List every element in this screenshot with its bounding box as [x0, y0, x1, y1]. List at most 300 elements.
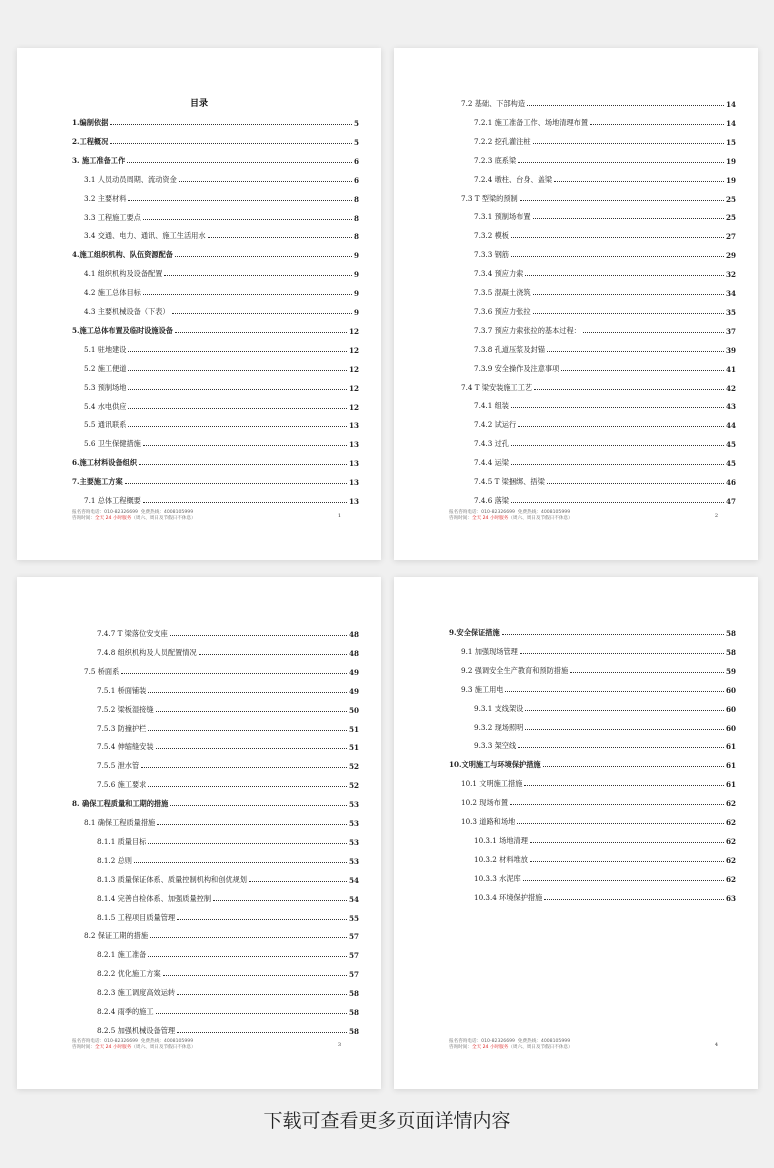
toc-leader-dots	[502, 634, 724, 635]
toc-leader-dots	[128, 389, 347, 390]
toc-entry-page: 53	[348, 800, 359, 810]
toc-leader-dots	[163, 975, 347, 976]
toc-entry[interactable]	[474, 305, 736, 317]
toc-leader-dots	[511, 256, 724, 257]
toc-entry-page: 54	[348, 875, 359, 885]
toc-entry-page: 9	[353, 251, 359, 261]
toc-entry-page: 52	[348, 762, 359, 772]
toc-entry-page: 60	[725, 723, 736, 733]
toc-entry-page: 50	[348, 705, 359, 715]
toc-entry[interactable]	[474, 853, 736, 865]
toc-entry-title: 7.3.9 安全操作及注意事项	[474, 363, 560, 373]
toc-entry-page: 13	[348, 497, 359, 506]
toc-leader-dots	[543, 766, 724, 767]
page-footer: 报名咨询电话：010-82326699 免费热线：4008105999 咨询时间：全天 24 小时服务（周六、周日及节假日不休息） 2	[449, 510, 718, 521]
toc-entry[interactable]	[97, 703, 359, 715]
toc-entry-page: 53	[348, 837, 359, 847]
toc-entry-page: 62	[725, 874, 736, 884]
toc-title: 目录	[189, 99, 208, 109]
toc-entry-page: 19	[725, 175, 736, 185]
toc-leader-dots	[128, 200, 352, 201]
toc-leader-dots	[143, 445, 347, 446]
toc-leader-dots	[172, 313, 352, 314]
toc-entry-page: 6	[353, 175, 359, 185]
toc-entry-title: 8. 确保工程质量和工期的措施	[72, 799, 169, 809]
page-number: 2	[714, 513, 718, 519]
toc-entry-title: 7.4.4 运梁	[474, 458, 509, 468]
toc-entry[interactable]	[461, 777, 736, 789]
toc-entry-title: 5.2 施工便道	[84, 363, 127, 373]
toc-leader-dots	[525, 710, 724, 711]
toc-leader-dots	[525, 275, 724, 276]
toc-entry-page: 25	[725, 194, 736, 204]
toc-leader-dots	[121, 673, 347, 674]
toc-entry[interactable]	[97, 986, 359, 998]
toc-entry-title: 7.4.2 试运行	[474, 420, 517, 430]
toc-entry-title: 9.3 施工用电	[461, 684, 504, 694]
toc-entry-title: 9.安全保证措施	[449, 628, 500, 637]
toc-entry-page: 60	[725, 685, 736, 695]
toc-entry[interactable]	[84, 173, 359, 185]
toc-entry-page: 59	[725, 666, 736, 676]
toc-entry-title: 7.4.3 过孔	[474, 439, 509, 449]
toc-entry-title: 7.3.4 预应力索	[474, 269, 524, 279]
toc-leader-dots	[570, 672, 724, 673]
toc-entry[interactable]	[97, 1024, 359, 1036]
toc-entry[interactable]	[461, 381, 736, 393]
toc-leader-dots	[590, 124, 724, 125]
toc-entry[interactable]	[97, 911, 359, 923]
toc-leader-dots	[544, 899, 724, 900]
toc-leader-dots	[530, 861, 724, 862]
toc-leader-dots	[150, 937, 347, 938]
toc-entry-page: 13	[348, 440, 359, 450]
toc-leader-dots	[156, 748, 347, 749]
toc-entry[interactable]	[449, 758, 736, 770]
toc-entry[interactable]	[97, 778, 359, 790]
toc-leader-dots	[128, 351, 347, 352]
toc-entry[interactable]	[84, 286, 359, 298]
toc-entry[interactable]	[84, 343, 359, 355]
toc-leader-dots	[561, 370, 724, 371]
toc-entry-page: 49	[348, 667, 359, 677]
toc-leader-dots	[511, 407, 724, 408]
toc-entry[interactable]	[97, 854, 359, 866]
toc-entry[interactable]	[474, 494, 736, 506]
toc-entry[interactable]	[84, 665, 359, 677]
toc-entry-title: 4.1 组织机构及设备配置	[84, 269, 163, 279]
toc-leader-dots	[511, 464, 724, 465]
document-page-4	[394, 577, 758, 1089]
toc-entry[interactable]	[72, 324, 359, 336]
toc-entry[interactable]	[72, 797, 359, 809]
toc-entry[interactable]	[474, 739, 736, 751]
toc-leader-dots	[525, 729, 724, 730]
toc-entry-title: 9.1 加强现场管理	[461, 646, 518, 656]
toc-entry-page: 45	[725, 459, 736, 469]
toc-leader-dots	[170, 635, 347, 636]
page-footer: 报名咨询电话：010-82326699 免费热线：4008105999 咨询时间：全天 24 小时服务（周六、周日及节假日不休息） 4	[449, 1039, 718, 1050]
toc-leader-dots	[143, 294, 352, 295]
toc-entry-page: 51	[348, 743, 359, 753]
toc-entry[interactable]	[84, 437, 359, 449]
page-number: 3	[337, 1042, 341, 1048]
toc-entry-title: 4.3 主要机械设备（下表）	[84, 307, 170, 316]
toc-entry[interactable]	[84, 816, 359, 828]
toc-entry-page: 13	[348, 459, 359, 469]
toc-entry-title: 7.2 基础、下部构造	[461, 99, 526, 108]
toc-entry-title: 3.3 工程施工要点	[84, 212, 141, 222]
toc-entry[interactable]	[84, 494, 359, 506]
toc-entry-title: 7.5.1 桥面铺装	[97, 685, 147, 695]
toc-entry-page: 62	[725, 818, 736, 827]
toc-entry[interactable]	[72, 475, 359, 487]
toc-entry-title: 7.5.5 泄水管	[97, 761, 140, 771]
toc-entry[interactable]	[97, 948, 359, 960]
toc-leader-dots	[511, 237, 724, 238]
toc-leader-dots	[534, 389, 724, 390]
toc-entry-page: 9	[353, 289, 359, 299]
toc-entry[interactable]	[84, 929, 359, 941]
toc-leader-dots	[128, 426, 347, 427]
toc-leader-dots	[524, 785, 724, 786]
toc-entry-title: 10.文明施工与环境保护措施	[449, 760, 541, 770]
toc-entry-title: 7.3.8 孔道压浆及封锚	[474, 344, 545, 354]
toc-entry-title: 4.施工组织机构、队伍资源配备	[72, 250, 173, 260]
toc-entry-page: 12	[348, 326, 359, 336]
download-caption: 下载可查看更多页面详情内容	[263, 1110, 511, 1132]
toc-leader-dots	[177, 994, 347, 995]
toc-entry[interactable]	[97, 759, 359, 771]
toc-entry[interactable]	[474, 248, 736, 260]
toc-leader-dots	[511, 502, 724, 503]
toc-entry-title: 7.3.7 预应力索张拉的基本过程：	[474, 325, 581, 335]
toc-leader-dots	[170, 805, 347, 806]
toc-leader-dots	[518, 162, 724, 163]
toc-entry-page: 12	[348, 364, 359, 374]
toc-leader-dots	[110, 143, 352, 144]
toc-entry-title: 7.4 T 梁安装施工工艺	[461, 382, 533, 392]
toc-leader-dots	[554, 181, 724, 182]
toc-entry[interactable]	[72, 456, 359, 468]
toc-entry[interactable]	[84, 362, 359, 374]
toc-leader-dots	[156, 711, 347, 712]
toc-entry[interactable]	[474, 891, 736, 903]
toc-entry-page: 14	[725, 118, 736, 128]
toc-leader-dots	[156, 1013, 347, 1014]
toc-entry[interactable]	[97, 835, 359, 847]
document-page-1	[17, 48, 381, 560]
toc-entry-page: 51	[348, 724, 359, 734]
toc-entry[interactable]	[474, 872, 736, 884]
toc-entry-page: 37	[725, 326, 736, 336]
toc-entry-page: 53	[348, 856, 359, 866]
toc-entry-title: 8.1.3 质量保证体系、质量控制机构和创优规划	[97, 874, 247, 884]
toc-entry[interactable]	[97, 892, 359, 904]
toc-entry-page: 5	[353, 137, 359, 147]
toc-entry[interactable]	[474, 834, 736, 846]
toc-leader-dots	[520, 653, 724, 654]
toc-entry-title: 7.5.4 伸缩缝安装	[97, 742, 154, 752]
toc-leader-dots	[547, 483, 724, 484]
document-page-2	[394, 48, 758, 560]
toc-leader-dots	[128, 370, 347, 371]
toc-entry-page: 34	[725, 289, 736, 298]
toc-leader-dots	[175, 332, 347, 333]
toc-entry[interactable]	[474, 362, 736, 374]
toc-leader-dots	[249, 881, 347, 882]
toc-entry-title: 7.2.1 施工准备工作、场地清理布置	[474, 117, 589, 127]
toc-entry-title: 10.3 道路和场地	[461, 817, 516, 826]
toc-leader-dots	[517, 823, 724, 824]
toc-entry-page: 49	[348, 686, 359, 696]
toc-entry-title: 7.3.6 预应力张拉	[474, 306, 531, 316]
toc-entry-title: 7.4.1 组装	[474, 401, 509, 411]
toc-entry-page: 5	[353, 119, 359, 128]
toc-entry-title: 5.4 水电供应	[84, 401, 127, 411]
toc-entry[interactable]	[461, 97, 736, 109]
toc-entry[interactable]	[461, 815, 736, 827]
toc-entry[interactable]	[474, 286, 736, 298]
toc-entry-page: 58	[348, 989, 359, 999]
toc-leader-dots	[520, 200, 724, 201]
toc-leader-dots	[179, 181, 352, 182]
toc-entry-page: 12	[348, 402, 359, 412]
toc-entry-page: 25	[725, 213, 736, 223]
toc-entry-title: 9.3.2 现场照明	[474, 722, 524, 732]
toc-entry[interactable]	[84, 305, 359, 317]
toc-entry[interactable]	[461, 796, 736, 808]
toc-entry[interactable]	[461, 664, 736, 676]
toc-entry-page: 35	[725, 307, 736, 317]
toc-entry-title: 7.2.2 挖孔灌注桩	[474, 136, 531, 146]
toc-entry[interactable]	[474, 721, 736, 733]
toc-entry-title: 3.2 主要材料	[84, 193, 127, 203]
toc-leader-dots	[148, 730, 347, 731]
toc-leader-dots	[139, 464, 347, 465]
toc-leader-dots	[148, 956, 347, 957]
toc-entry-title: 5.5 通讯联系	[84, 420, 127, 430]
toc-entry[interactable]	[474, 210, 736, 222]
toc-entry-title: 7.3.2 模板	[474, 231, 509, 241]
toc-leader-dots	[505, 691, 724, 692]
toc-entry-title: 1.编制依据	[72, 118, 109, 127]
toc-entry-page: 53	[348, 819, 359, 828]
toc-entry-title: 7.5.6 施工要求	[97, 780, 147, 790]
toc-entry[interactable]	[97, 722, 359, 734]
toc-entry-page: 58	[348, 1026, 359, 1036]
toc-leader-dots	[518, 426, 724, 427]
toc-entry-title: 9.2 强调安全生产教育和预防措施	[461, 665, 569, 675]
toc-entry-page: 44	[725, 421, 736, 431]
toc-entry-title: 7.4.8 组织机构及人员配置情况	[97, 647, 197, 657]
toc-entry-page: 61	[725, 761, 736, 771]
toc-entry-page: 12	[348, 383, 359, 393]
toc-entry-title: 9.3.3 架空线	[474, 741, 517, 751]
toc-entry-page: 9	[353, 270, 359, 280]
toc-entry-page: 45	[725, 440, 736, 450]
toc-entry[interactable]	[97, 627, 359, 639]
toc-entry-page: 9	[353, 308, 359, 317]
toc-leader-dots	[213, 900, 347, 901]
toc-entry-title: 4.2 施工总体目标	[84, 288, 141, 298]
toc-entry-title: 7.4.6 落梁	[474, 495, 509, 505]
toc-entry[interactable]	[474, 267, 736, 279]
toc-entry-title: 8.2.5 加强机械设备管理	[97, 1025, 176, 1035]
document-page-3	[17, 577, 381, 1089]
toc-entry[interactable]	[72, 248, 359, 260]
toc-entry[interactable]	[474, 475, 736, 487]
toc-entry[interactable]	[461, 645, 736, 657]
toc-entry-title: 5.1 驻地建设	[84, 344, 127, 354]
toc-leader-dots	[128, 408, 347, 409]
toc-entry[interactable]	[474, 324, 736, 336]
toc-entry-page: 8	[353, 213, 359, 223]
toc-entry[interactable]	[461, 192, 736, 204]
toc-entry-title: 9.3.1 支线架设	[474, 703, 524, 713]
toc-entry-title: 10.3.4 环境保护措施	[474, 892, 543, 902]
toc-entry-page: 29	[725, 251, 736, 261]
toc-entry[interactable]	[474, 343, 736, 355]
toc-entry-title: 10.3.2 材料堆放	[474, 854, 528, 864]
toc-entry-page: 12	[348, 345, 359, 355]
toc-entry[interactable]	[84, 418, 359, 430]
toc-entry-title: 8.1 确保工程质量措施	[84, 818, 156, 827]
toc-entry-title: 10.2 现场布置	[461, 798, 509, 808]
toc-entry-title: 10.3.3 水泥库	[474, 873, 521, 883]
toc-entry-page: 32	[725, 270, 736, 280]
toc-entry[interactable]	[84, 267, 359, 279]
toc-entry[interactable]	[474, 135, 736, 147]
toc-entry[interactable]	[474, 418, 736, 430]
toc-entry-title: 8.1.2 总则	[97, 855, 132, 865]
toc-entry[interactable]	[97, 646, 359, 658]
toc-entry-title: 8.2.3 施工调度高效运转	[97, 988, 176, 998]
toc-leader-dots	[199, 654, 347, 655]
toc-entry[interactable]	[461, 683, 736, 695]
toc-entry-title: 7.1 总体工程概要	[84, 496, 141, 505]
toc-entry-title: 7.3.3 钢筋	[474, 250, 509, 260]
toc-entry-title: 8.1.1 质量目标	[97, 836, 147, 846]
toc-entry-page: 8	[353, 232, 359, 242]
toc-entry-title: 7.4.5 T 梁捆绑、捂梁	[474, 477, 545, 486]
toc-entry-page: 6	[353, 156, 359, 166]
toc-entry-page: 48	[348, 630, 359, 639]
toc-entry-title: 7.3 T 型梁的预制	[461, 193, 518, 203]
toc-leader-dots	[583, 332, 724, 333]
toc-leader-dots	[110, 124, 352, 125]
toc-leader-dots	[143, 502, 347, 503]
toc-leader-dots	[533, 294, 724, 295]
toc-entry[interactable]	[97, 967, 359, 979]
toc-entry-page: 19	[725, 156, 736, 166]
toc-leader-dots	[127, 162, 352, 163]
toc-entry[interactable]	[97, 1005, 359, 1017]
toc-leader-dots	[533, 218, 724, 219]
toc-entry-title: 8.1.5 工程项目质量管理	[97, 912, 176, 922]
toc-leader-dots	[177, 1032, 347, 1033]
toc-entry-page: 8	[353, 194, 359, 204]
toc-entry-page: 42	[725, 383, 736, 393]
toc-entry[interactable]	[72, 135, 359, 147]
toc-entry[interactable]	[474, 702, 736, 714]
toc-leader-dots	[530, 842, 724, 843]
toc-entry-page: 54	[348, 894, 359, 904]
page-number: 1	[337, 513, 341, 519]
toc-leader-dots	[143, 219, 352, 220]
toc-entry-page: 62	[725, 855, 736, 865]
toc-entry-title: 8.2 保证工期的措施	[84, 931, 149, 941]
toc-leader-dots	[175, 256, 352, 257]
toc-leader-dots	[533, 313, 724, 314]
toc-entry-title: 7.3.1 预制场布置	[474, 212, 531, 222]
toc-entry-title: 5.6 卫生保健措施	[84, 439, 141, 449]
toc-entry[interactable]	[97, 684, 359, 696]
toc-entry[interactable]	[72, 116, 359, 128]
toc-entry-page: 63	[725, 893, 736, 903]
toc-entry-page: 57	[348, 970, 359, 980]
toc-entry[interactable]	[474, 154, 736, 166]
toc-entry-title: 2.工程概况	[72, 136, 109, 146]
toc-entry[interactable]	[474, 437, 736, 449]
toc-leader-dots	[208, 237, 352, 238]
toc-entry-title: 7.5 桥面系	[84, 666, 120, 676]
toc-entry[interactable]	[97, 873, 359, 885]
toc-entry[interactable]	[84, 400, 359, 412]
toc-entry[interactable]	[84, 192, 359, 204]
toc-entry[interactable]	[449, 626, 736, 638]
toc-entry-page: 15	[725, 137, 736, 147]
toc-entry-title: 7.2.3 底系梁	[474, 155, 517, 165]
toc-entry[interactable]	[474, 116, 736, 128]
toc-leader-dots	[527, 105, 724, 106]
toc-entry[interactable]	[474, 173, 736, 185]
toc-entry-title: 6.施工材料设备组织	[72, 458, 138, 468]
toc-entry[interactable]	[84, 381, 359, 393]
toc-entry-page: 39	[725, 345, 736, 355]
toc-entry-title: 10.3.1 场地清理	[474, 835, 528, 845]
toc-entry-title: 8.2.4 雨季的施工	[97, 1007, 154, 1016]
toc-entry[interactable]	[474, 456, 736, 468]
toc-leader-dots	[510, 804, 724, 805]
toc-entry-page: 58	[725, 647, 736, 657]
toc-entry-title: 7.3.5 混凝土浇筑	[474, 288, 531, 297]
toc-entry-page: 47	[725, 496, 736, 506]
toc-entry-title: 7.4.7 T 梁落位安支座	[97, 629, 168, 638]
toc-entry-title: 7.5.3 防撞护栏	[97, 723, 147, 733]
toc-entry-title: 7.主要施工方案	[72, 477, 123, 487]
toc-entry[interactable]	[84, 229, 359, 241]
toc-entry-page: 27	[725, 232, 736, 242]
toc-entry-page: 58	[348, 1008, 359, 1017]
toc-entry[interactable]	[474, 229, 736, 241]
toc-entry[interactable]	[474, 399, 736, 411]
toc-entry-page: 57	[348, 951, 359, 961]
toc-leader-dots	[148, 843, 347, 844]
toc-entry[interactable]	[97, 740, 359, 752]
toc-entry-page: 52	[348, 781, 359, 791]
toc-entry-page: 57	[348, 932, 359, 942]
toc-entry[interactable]	[84, 211, 359, 223]
toc-entry-title: 3.1 人员动员周期、流动资金	[84, 174, 177, 184]
toc-leader-dots	[533, 143, 724, 144]
toc-leader-dots	[511, 445, 724, 446]
page-footer: 报名咨询电话：010-82326699 免费热线：4008105999 咨询时间：全天 24 小时服务（周六、周日及节假日不休息） 3	[72, 1039, 341, 1050]
toc-entry[interactable]	[72, 154, 359, 166]
toc-entry-page: 62	[725, 799, 736, 809]
toc-entry-title: 3. 施工准备工作	[72, 155, 126, 165]
toc-entry-title: 7.5.2 梁板湿接缝	[97, 704, 154, 714]
